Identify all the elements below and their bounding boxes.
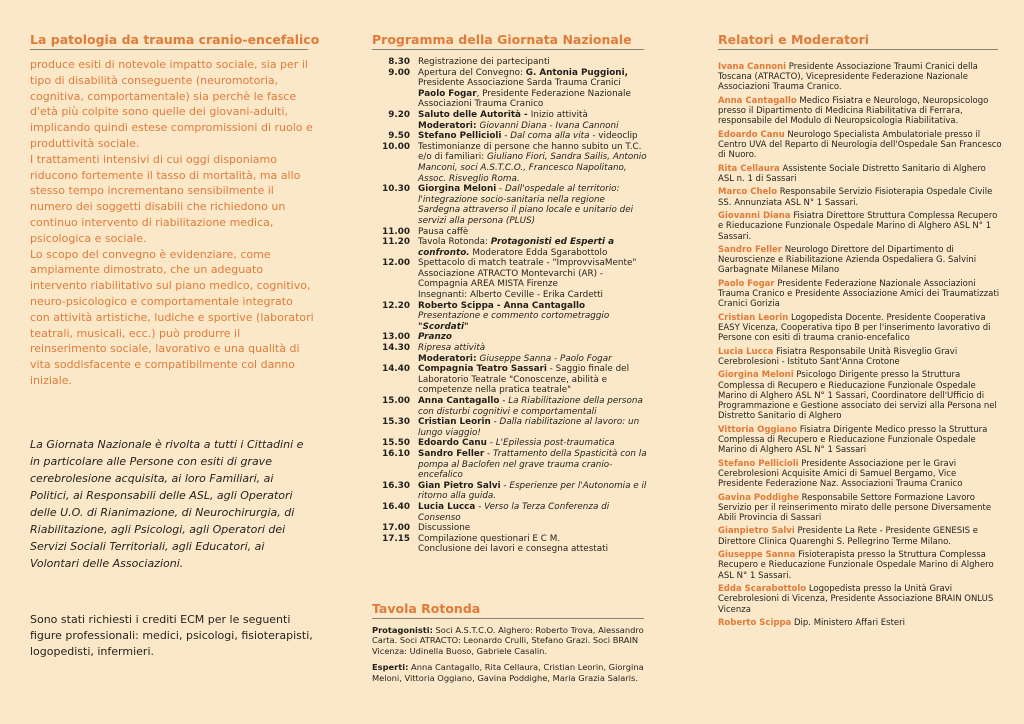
section-heading-programma: Programma della Giornata Nazionale — [372, 32, 644, 50]
program-text-part: Cristian Leorin — [418, 417, 491, 428]
program-text-part: Tavola Rotonda: — [418, 237, 491, 248]
speaker-entry — [718, 164, 1003, 184]
speaker-name: Sandro Feller — [718, 245, 782, 256]
speaker-name: Giovanni Diana — [718, 211, 791, 222]
program-text-part: Giorgina Meloni — [418, 184, 497, 195]
speaker-description: Psicologo Dirigente presso la Struttura Complessa di Recupero e Rieducazione Funzionale Ospedale Marino di Alghero ASL N° 1 Sassari, Coordinatore dell'Ufficio di Programmazione e Gestione associato dei servizi alla Persona nel Distretto Sanitario di Alghero — [718, 370, 997, 422]
program-text-part: Roberto Scippa - Anna Cantagallo — [418, 300, 586, 311]
speaker-description: Assistente Sociale Distretto Sanitario di Alghero ASL n. 1 di Sassari — [718, 163, 986, 184]
program-description — [418, 227, 647, 238]
speaker-description: Logopedista presso la Unità Gravi Cerebrolesioni di Vicenza, Presidente Associazione BRAIN ONLUS Vicenza — [718, 584, 994, 615]
speaker-description: Presidente Associazione per le Gravi Cerebrolesioni Acquisite Amici di Samuel Bergamo, Vice Presidente Federazione Naz. Associazioni Trauma Cranico — [718, 458, 963, 490]
protagonisti-paragraph — [372, 625, 644, 656]
program-text-part: - — [484, 448, 494, 459]
speaker-name: Edoardo Canu — [718, 129, 785, 140]
program-text-part: Dall'ospedale al territorio: l'integrazione socio-sanitaria nella regione Sardegna attraverso il piano locale e unitario dei servizi alla persona (PLUS) — [418, 184, 634, 226]
speakers-list — [718, 62, 1003, 632]
program-text-part: Pranzo — [418, 332, 452, 343]
program-text-part: Conclusione dei lavori e consegna attestati — [418, 544, 609, 555]
program-text-part: Compilazione questionari E C M. — [418, 533, 561, 544]
program-text-part: Giuliano Fiori, Sandra Sailis, Antonio Manconi, soci A.S.T.C.O., Francesco Napolitano, Assoc. Risveglio Roma. — [418, 152, 647, 184]
speaker-entry — [718, 347, 1003, 367]
program-description — [418, 184, 647, 226]
speaker-entry — [718, 584, 1003, 615]
speaker-entry — [718, 130, 1003, 161]
program-item — [372, 438, 647, 449]
speaker-entry — [718, 313, 1003, 344]
protagonisti-text: Soci A.S.T.C.O. Alghero: Roberto Trova, Alessandro Carta. Soci ATRACTO: Leonardo Crulli, Stefano Grazi. Soci BRAIN Vicenza: Udinella Buoso, Gabriele Casalin. — [372, 625, 644, 656]
program-text-part: Ripresa attività — [418, 343, 486, 354]
program-text-part: Saluto delle Autorità - — [418, 109, 531, 120]
program-time: 11.20 — [382, 237, 410, 248]
program-description — [418, 481, 647, 502]
program-item — [372, 449, 647, 481]
program-time: 15.50 — [382, 438, 410, 449]
program-text-part: Pausa caffè — [418, 226, 469, 237]
speaker-entry — [718, 459, 1003, 490]
speaker-name: Ivana Cannoni — [718, 62, 787, 72]
program-time: 12.00 — [382, 258, 410, 269]
speaker-description: Presidente Associazione Traumi Cranici della Toscana (ATRACTO), Vicepresidente Federazione Nazionale Associazioni Trauma Cranico. — [718, 62, 978, 93]
program-description — [418, 438, 647, 449]
speaker-name: Marco Chelo — [718, 187, 778, 198]
speaker-name: Stefano Pellicioli — [718, 458, 799, 469]
program-time: 9.20 — [388, 109, 410, 120]
program-text-part: L'Epilessia post-traumatica — [495, 438, 615, 449]
program-item — [372, 332, 647, 343]
program-text-part: La Riabilitazione della persona con disturbi cognitivi e comportamentali — [418, 396, 643, 417]
program-time: 9.00 — [388, 67, 410, 78]
program-item — [372, 258, 647, 300]
program-description — [418, 237, 647, 258]
speaker-description: Fisiatra Dirigente Medico presso la Struttura Complessa di Recupero e Rieducazione Funzionale Ospedale Marino di Alghero ASL N° 1 Sassari — [718, 424, 988, 456]
program-time: 17.15 — [382, 533, 410, 544]
program-item — [372, 481, 647, 502]
program-description — [418, 68, 647, 110]
speaker-description: Dip. Ministero Affari Esteri — [793, 618, 905, 628]
program-text-part: G. Antonia Puggioni, — [525, 67, 628, 78]
program-item — [372, 68, 647, 110]
program-time: 14.40 — [382, 364, 410, 375]
program-item — [372, 57, 647, 68]
speaker-description: Medico Fisiatra e Neurologo, Neuropsicologo presso il Dipartimento di Medicina Riabilitativa di Ferrara, responsabile del Modulo di Neuropsicologia Riabilitativa. — [718, 95, 989, 127]
program-time: 16.10 — [382, 448, 410, 459]
program-text-part: Esperienze per l'Autonomia e il ritorno alla guida. — [418, 480, 647, 502]
program-text-part: Protagonisti ed Esperti a confronto. — [418, 237, 615, 258]
program-description — [418, 396, 647, 417]
speaker-description: Presidente Federazione Nazionale Associazioni Trauma Cranico e Presidente Associazione Amici dei Traumatizzati Cranici Gorizia — [718, 278, 1000, 310]
speaker-name: Gavina Poddighe — [718, 492, 799, 503]
program-description — [418, 343, 647, 364]
speaker-name: Rita Cellaura — [718, 163, 780, 174]
program-text-part: - — [501, 131, 511, 142]
program-item — [372, 534, 647, 555]
program-item — [372, 110, 647, 131]
speaker-description: Fisiatra Direttore Struttura Complessa Recupero e Rieducazione Funzionale Ospedale Marino di Alghero ASL N° 1 Sassari. — [718, 211, 998, 242]
program-description — [418, 534, 647, 555]
program-text-part: Moderatori: — [418, 120, 480, 131]
program-text-part: , Presidente Federazione Nazionale Associazioni Trauma Cranico — [418, 88, 631, 110]
program-text-part: Sandro Feller — [418, 448, 485, 459]
program-text-part: - Saggio finale del Laboratorio Teatrale "Conoscenze, abilità e competenze nella pratica teatrale" — [418, 364, 630, 396]
program-text-part: Trattamento della Spasticità con la pompa al Baclofen nel grave trauma cranio-encefalico — [418, 448, 647, 481]
section-heading-tavola-rotonda: Tavola Rotonda — [372, 601, 644, 619]
program-item — [372, 237, 647, 258]
program-description — [418, 258, 647, 300]
program-list — [372, 57, 647, 555]
speaker-entry — [718, 370, 1003, 421]
speaker-description: Neurologo Direttore del Dipartimento di Neuroscienze e Riabilitazione Azienda Ospedaliera G. Salvini Garbagnate Milanese Milano — [718, 245, 977, 276]
program-text-part: Apertura del Convegno: — [418, 67, 526, 78]
program-time: 10.30 — [382, 184, 410, 195]
program-text-part: Dal coma alla vita — [510, 131, 590, 142]
esperti-paragraph — [372, 662, 644, 683]
program-item — [372, 227, 647, 238]
program-text-part: Stefano Pellicioli — [418, 131, 502, 142]
esperti-label: Esperti: — [372, 662, 409, 673]
program-text-part: Gian Pietro Salvi — [418, 480, 501, 491]
intro-paragraph: I trattamenti intensivi di cui oggi disponiamo riducono fortemente il tasso di mortalità, ma allo stesso tempo incrementano sensibilmente il numero dei soggetti disabili che richiedono un continuo intervento di riabilitazione medica, psicologica e sociale. — [30, 152, 301, 245]
target-audience-text: La Giornata Nazionale è rivolta a tutti i Cittadini e in particolare alle Persone con esiti di grave cerebrolesione acquisita, ai loro Familiari, ai Politici, ai Responsabili delle ASL, agli Operatori delle U.O. di Rianimazione, di Neurochirurgia, di Riabilitazione, agli Psicologi, agli Operatori dei Servizi Sociali Territoriali, agli Educatori, ai Volontari delle Associazioni. — [30, 438, 304, 570]
program-text-part: Dalla riabilitazione al lavoro: un lungo viaggio! — [418, 417, 640, 438]
program-description — [418, 131, 647, 142]
program-description — [418, 142, 647, 184]
speaker-description: Fisioterapista presso la Struttura Complessa Recupero e Rieducazione Funzionale Ospedale Marino di Alghero ASL N° 1 Sassari. — [718, 550, 994, 581]
program-description — [418, 332, 647, 343]
protagonisti-label: Protagonisti: — [372, 625, 433, 635]
intro-paragraph: produce esiti di notevole impatto sociale, sia per il tipo di disabilità conseguente (neuromotoria, cognitiva, comportamentale) sia perchè le fasce d'età più colpite sono quelle dei giovani-adulti, implicando quindi estese compromissioni di ruolo e produttività sociale. — [30, 58, 313, 150]
intro-paragraph: Lo scopo del convegno è evidenziare, come ampiamente dimostrato, che un adeguato intervento riabilitativo sul piano medico, cognitivo, neuro-psicologico e comportamentale integrato con attività artistiche, ludiche e sportive (laboratori teatrali, musicali, ecc.) può produrre il reinserimento sociale, lavorativo e una qualità di vita soddisfacente e compatibilmente col danno iniziale. — [30, 247, 314, 387]
program-time: 12.20 — [382, 300, 410, 311]
program-time: 13.00 — [382, 332, 410, 343]
program-text-part: - — [486, 438, 496, 449]
speaker-description: Neurologo Specialista Ambulatoriale presso il Centro UVA del Reparto di Neurologia dell'Ospedale San Francesco di Nuoro. — [718, 129, 1002, 161]
speaker-name: Cristian Leorin — [718, 312, 789, 323]
ecm-credits-text: Sono stati richiesti i crediti ECM per le seguenti figure professionali: medici, psicologi, fisioterapisti, logopedisti, infermieri. — [30, 613, 313, 658]
program-text-part: - — [499, 396, 509, 406]
program-description — [418, 523, 647, 534]
program-text-part: Presentazione e commento cortometraggio — [418, 311, 610, 322]
program-text-part: Verso la Terza Conferenza di Consenso — [418, 501, 610, 523]
program-text-part: Discussione — [418, 523, 471, 534]
speaker-entry — [718, 245, 1003, 276]
program-item — [372, 502, 647, 523]
speaker-entry — [718, 62, 1003, 93]
speaker-name: Anna Cantagallo — [718, 95, 797, 106]
program-item — [372, 417, 647, 438]
program-description — [418, 301, 647, 333]
speaker-description: Responsabile Servizio Fisioterapia Ospedale Civile SS. Annunziata ASL N° 1 Sassari. — [718, 187, 993, 208]
program-text-part: - — [475, 501, 485, 512]
program-text-part: Lucia Lucca — [418, 501, 476, 512]
section-heading-relatori: Relatori e Moderatori — [718, 32, 998, 50]
program-text-part: - — [490, 417, 500, 428]
speaker-entry — [718, 187, 1003, 207]
program-time: 10.00 — [382, 141, 410, 152]
program-description — [418, 502, 647, 523]
program-time: 16.30 — [382, 480, 410, 491]
program-text-part: Insegnanti: Alberto Ceville - Erika Cardetti — [418, 290, 603, 301]
program-item — [372, 301, 647, 333]
program-text-part: Inizio attività — [530, 109, 588, 120]
speaker-entry — [718, 550, 1003, 581]
program-description — [418, 449, 647, 481]
program-text-part: Spettacolo di match teatrale - "ImprovvisaMente" Associazione ATRACTO Montevarchi (AR) - Compagnia AREA MISTA Firenze — [418, 258, 637, 290]
speaker-entry — [718, 211, 1003, 242]
speaker-description: Responsabile Settore Formazione Lavoro Servizio per il reinserimento mirato delle persone Diversamente Abili Provincia di Sassari — [718, 492, 992, 523]
speaker-description: Fisiatra Responsabile Unità Risveglio Gravi Cerebrolesioni - Istituto Sant'Anna Crotone — [718, 346, 958, 367]
program-text-part: Moderatore Edda Sgarabottolo — [469, 247, 608, 258]
program-text-part: - videoclip — [589, 131, 638, 142]
section-heading-patologia: La patologia da trauma cranio-encefalico — [30, 32, 308, 50]
program-item — [372, 131, 647, 142]
program-description — [418, 417, 647, 438]
program-time: 9.50 — [388, 131, 410, 142]
speaker-name: Gianpietro Salvi — [718, 526, 795, 537]
program-time: 14.30 — [382, 343, 410, 354]
program-description — [418, 110, 647, 131]
speaker-name: Giorgina Meloni — [718, 370, 794, 381]
program-item — [372, 523, 647, 534]
program-item — [372, 364, 647, 396]
speaker-description: Presidente La Rete - Presidente GENESIS e Direttore Clinica Quarenghi S. Pellegrino Terme Milano. — [718, 526, 978, 547]
program-text-part: Moderatori: — [418, 353, 480, 364]
speaker-name: Lucia Lucca — [718, 346, 774, 357]
program-text-part: - — [496, 184, 506, 195]
program-text-part: Registrazione dei partecipanti — [418, 57, 550, 67]
speaker-name: Giuseppe Sanna — [718, 550, 796, 561]
speaker-entry — [718, 425, 1003, 456]
program-item — [372, 184, 647, 226]
program-item — [372, 343, 647, 364]
program-item — [372, 396, 647, 417]
program-time: 8.30 — [388, 57, 410, 67]
speaker-entry — [718, 526, 1003, 546]
intro-text — [30, 57, 315, 389]
program-text-part: Paolo Fogar — [418, 88, 477, 99]
program-time: 15.00 — [382, 396, 410, 406]
program-text-part: Giovanni Diana - Ivana Cannoni — [479, 120, 619, 131]
speaker-entry — [718, 96, 1003, 127]
program-time: 11.00 — [382, 226, 410, 237]
speaker-entry — [718, 618, 1003, 628]
program-text-part: Presidente Associazione Sarda Trauma Cranici — [418, 78, 621, 89]
program-text-part: Anna Cantagallo — [418, 396, 500, 406]
program-text-part: Compagnia Teatro Sassari — [418, 364, 547, 375]
speaker-name: Vittoria Oggiano — [718, 424, 798, 435]
program-time: 15.30 — [382, 417, 410, 428]
program-time: 16.40 — [382, 501, 410, 512]
esperti-text: Anna Cantagallo, Rita Cellaura, Cristian Leorin, Giorgina Meloni, Vittoria Oggiano, Gavina Poddighe, Maria Grazia Salaris. — [372, 662, 644, 683]
speaker-name: Edda Scarabottolo — [718, 584, 807, 595]
program-time: 17.00 — [382, 523, 410, 534]
speaker-name: Paolo Fogar — [718, 278, 775, 289]
speaker-description: Logopedista Docente. Presidente Cooperativa EASY Vicenza, Cooperativa tipo B per l'inserimento lavorativo di Persone con esiti di trauma cranio-encefalico — [718, 312, 991, 344]
program-text-part: Testimonianze di persone che hanno subito un T.C. e/o di familiari: — [418, 141, 642, 163]
speaker-name: Roberto Scippa — [718, 618, 792, 628]
tavola-rotonda-text — [372, 625, 644, 689]
speaker-entry — [718, 279, 1003, 310]
program-item — [372, 142, 647, 184]
program-description — [418, 57, 647, 68]
speaker-entry — [718, 493, 1003, 524]
program-text-part: "Scordati" — [418, 321, 469, 332]
program-text-part: Giuseppe Sanna - Paolo Fogar — [479, 353, 612, 364]
program-text-part: - — [500, 480, 510, 491]
program-description — [418, 364, 647, 396]
program-text-part: Edoardo Canu — [418, 438, 487, 449]
